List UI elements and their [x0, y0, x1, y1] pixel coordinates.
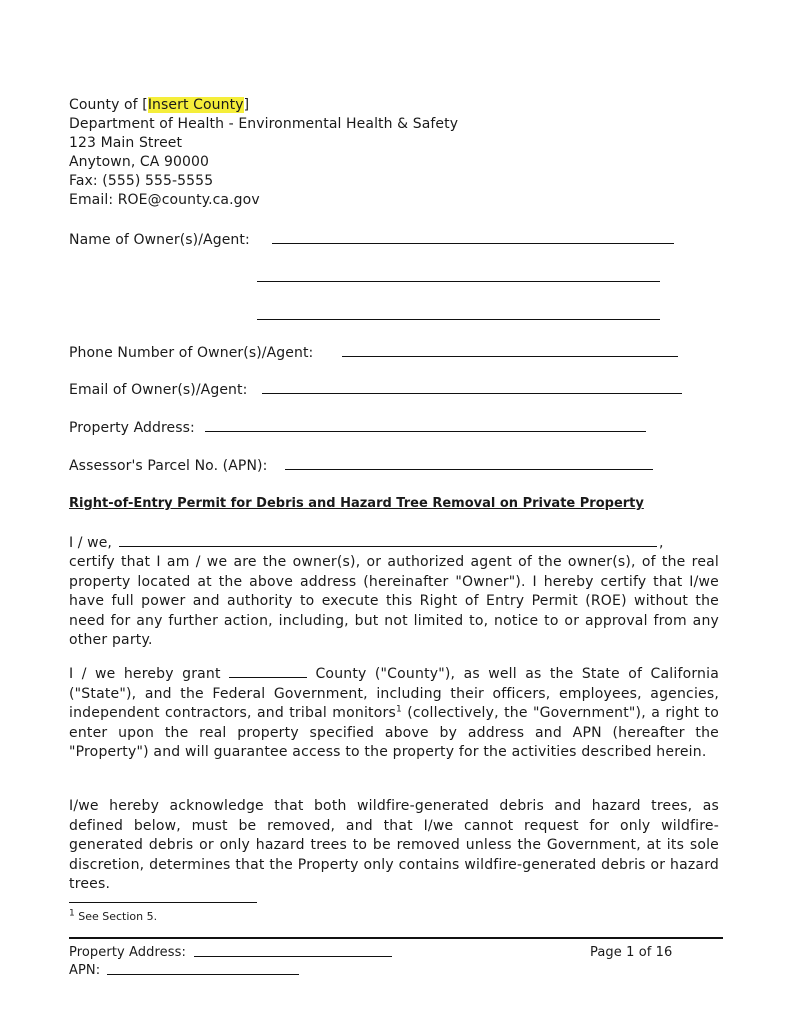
footer-apn-label: APN:	[69, 963, 101, 978]
grant-county-field[interactable]	[229, 665, 307, 678]
certification-paragraph: certify that I am / we are the owner(s), or authorized agent of the owner(s), of the real property located at the above address (hereinafter "Owner"). I hereby certify that I/we have full power and authority to execute this Right of Entry Permit (ROE) without the need for any further action, including, but not limited to, notice to or approval from any other party.	[69, 554, 719, 648]
fax-line: Fax: (555) 555-5555	[69, 173, 214, 189]
iwe-name-field[interactable]	[119, 546, 657, 547]
street-line: 123 Main Street	[69, 135, 183, 151]
owner-name-field-1[interactable]	[272, 243, 674, 244]
footer-divider	[69, 937, 723, 939]
footer-apn-field[interactable]	[107, 974, 299, 975]
department-line: Department of Health - Environmental Health & Safety	[69, 116, 459, 132]
grant-paragraph: I / we hereby grant County ("County"), as well as the State of California ("State"), and the Federal Government, including their officers, employees, agencies, independent contractors, and tribal monitors$^1$ (collectively, the "Government"), a right to enter upon the real property specified above by address and APN (hereafter the "Property") and will guarantee access to the property for the activities described herein.	[69, 666, 719, 760]
footnote-ref: 1	[395, 704, 402, 715]
email-line: Email: ROE@county.ca.gov	[69, 192, 260, 208]
page-number: Page 1 of 16	[590, 945, 673, 960]
owner-name-field-2[interactable]	[257, 281, 660, 282]
owner-name-label: Name of Owner(s)/Agent:	[69, 232, 250, 248]
footer-property-address-field[interactable]	[194, 956, 392, 957]
footnote: $^1$ See Section 5.	[69, 908, 158, 923]
city-line: Anytown, CA 90000	[69, 154, 210, 170]
county-placeholder-highlight[interactable]: Insert County	[147, 97, 244, 113]
county-line: County of [Insert County]	[69, 97, 250, 113]
phone-field[interactable]	[342, 356, 678, 357]
owner-name-field-3[interactable]	[257, 319, 660, 320]
email-owner-field[interactable]	[262, 393, 682, 394]
footer-property-address-label: Property Address:	[69, 945, 186, 960]
apn-label: Assessor's Parcel No. (APN):	[69, 458, 268, 474]
email-owner-label: Email of Owner(s)/Agent:	[69, 382, 248, 398]
iwe-comma: ,	[659, 535, 664, 551]
apn-field[interactable]	[285, 469, 653, 470]
property-address-field[interactable]	[205, 431, 646, 432]
footnote-divider	[69, 902, 257, 903]
acknowledgement-paragraph: I/we hereby acknowledge that both wildfire-generated debris and hazard trees, as defined below, must be removed, and that I/we cannot request for only wildfire-generated debris or only hazard trees to be removed unless the Government, at its sole discretion, determines that the Property only contains wildfire-generated debris or hazard trees.	[69, 798, 719, 892]
phone-label: Phone Number of Owner(s)/Agent:	[69, 345, 314, 361]
permit-heading: Right-of-Entry Permit for Debris and Hazard Tree Removal on Private Property	[69, 496, 644, 511]
iwe-label: I / we,	[69, 535, 112, 551]
property-address-label: Property Address:	[69, 420, 195, 436]
